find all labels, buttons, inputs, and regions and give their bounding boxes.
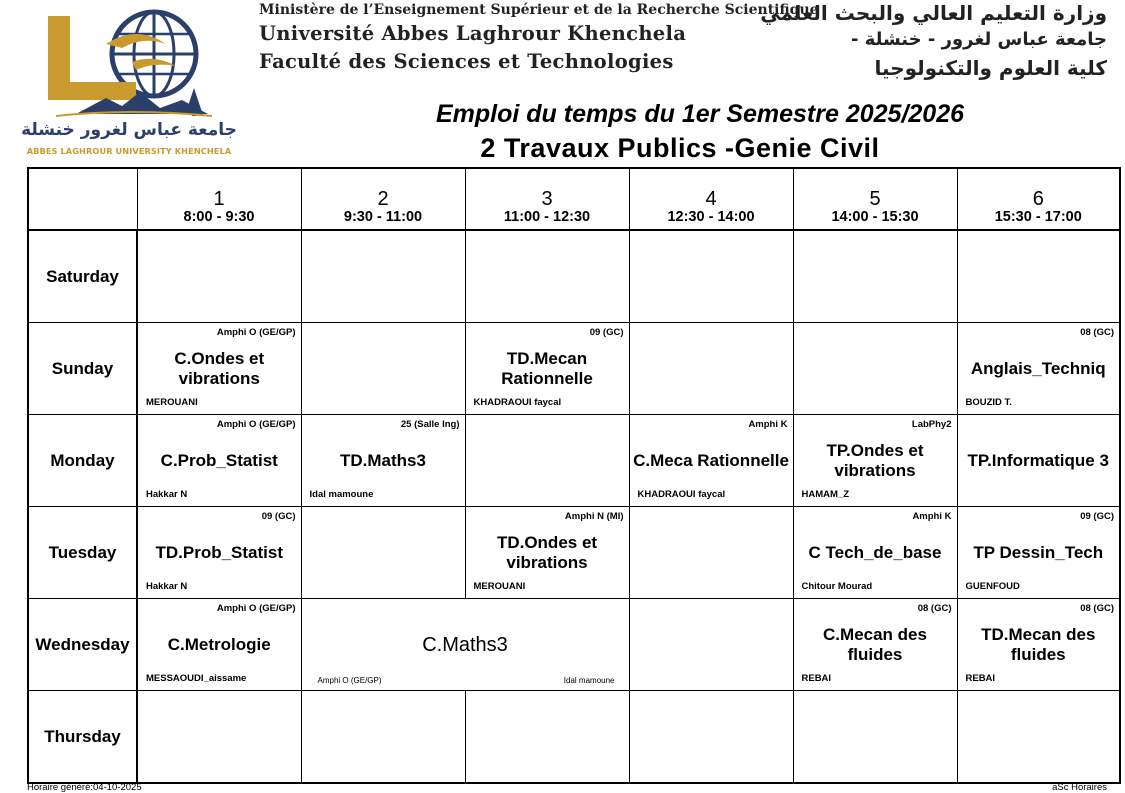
lesson-teacher: KHADRAOUI faycal: [473, 397, 562, 408]
day-row: [28, 691, 1120, 784]
lesson-teacher: GUENFOUD: [965, 581, 1020, 592]
day-row: [28, 415, 1120, 507]
lesson-teacher: HAMAM_Z: [801, 489, 849, 500]
period-header: [957, 168, 1120, 230]
period-time: 14:00 - 15:30: [831, 209, 919, 225]
page-title: Emploi du temps du 1er Semestre 2025/2026: [435, 100, 964, 128]
period-time: 12:30 - 14:00: [667, 209, 755, 225]
lesson-slot[interactable]: [629, 415, 793, 507]
logo-latin-name: ABBES LAGHROUR UNIVERSITY KHENCHELA: [26, 146, 232, 156]
lesson-teacher: Hakkar N: [146, 489, 188, 500]
ministry-fr: Ministère de l’Enseignement Supérieur et de la Recherche Scientifique: [259, 2, 819, 18]
lesson-slot[interactable]: [465, 323, 629, 415]
lesson-room: Amphi O (GE/GP): [216, 603, 296, 614]
empty-slot: [793, 230, 957, 323]
lesson-slot[interactable]: [137, 323, 301, 415]
lesson-room: Amphi K: [912, 511, 952, 522]
lesson-subject: C.Ondes et vibrations: [174, 349, 265, 388]
period-header: [465, 168, 629, 230]
lesson-teacher: MESSAOUDI_aissame: [146, 673, 247, 684]
software-credit: aSc Horaires: [1052, 782, 1107, 793]
ministry-ar: وزارة التعليم العالي والبحث العلمي: [760, 1, 1107, 25]
lesson-room: Amphi O (GE/GP): [216, 419, 296, 430]
lesson-subject: TP.Ondes et vibrations: [826, 441, 924, 480]
lesson-slot[interactable]: [301, 415, 465, 507]
lesson-subject: TD.Ondes et vibrations: [496, 533, 598, 572]
lesson-subject: C.Meca Rationnelle: [633, 451, 789, 470]
day-name: Wednesday: [28, 599, 137, 691]
lesson-slot[interactable]: [957, 323, 1120, 415]
empty-slot: [629, 599, 793, 691]
lesson-teacher: MEROUANI: [473, 581, 526, 592]
lesson-teacher: REBAI: [801, 673, 832, 684]
day-row: [28, 599, 1120, 691]
lesson-room: 25 (Salle Ing): [400, 419, 460, 430]
lesson-teacher: REBAI: [965, 673, 996, 684]
lesson-room: Amphi O (GE/GP): [216, 327, 296, 338]
lesson-subject: C.Prob_Statist: [160, 451, 278, 470]
lesson-slot[interactable]: [957, 507, 1120, 599]
empty-slot: [137, 230, 301, 323]
lesson-subject: TD.Mecan des fluides: [981, 625, 1096, 664]
lesson-teacher: Hakkar N: [146, 581, 188, 592]
lesson-subject: TP.Informatique 3: [967, 451, 1109, 470]
day-name: Saturday: [28, 230, 137, 323]
university-ar: جامعة عباس لغرور - خنشلة -: [850, 29, 1107, 50]
day-name: Thursday: [28, 691, 137, 784]
empty-slot: [793, 323, 957, 415]
lesson-slot[interactable]: [137, 415, 301, 507]
lesson-room: 09 (GC): [589, 327, 624, 338]
lesson-teacher: Idal mamoune: [309, 489, 374, 500]
period-time: 15:30 - 17:00: [994, 209, 1082, 225]
lesson-room: 08 (GC): [917, 603, 952, 614]
empty-slot: [465, 691, 629, 784]
empty-slot: [301, 323, 465, 415]
lesson-teacher: KHADRAOUI faycal: [637, 489, 726, 500]
lesson-room: Amphi K: [748, 419, 788, 430]
lesson-subject: Anglais_Techniq: [970, 359, 1106, 378]
lesson-teacher: Chitour Mourad: [801, 581, 873, 592]
lesson-room: Amphi O (GE/GP): [317, 676, 382, 685]
logo-arabic-name: جامعة عباس لغرور خنشلة: [21, 120, 237, 140]
page-subtitle: 2 Travaux Publics -Genie Civil: [480, 133, 880, 163]
empty-slot: [957, 691, 1120, 784]
day-row: [28, 230, 1120, 323]
day-name: Tuesday: [28, 507, 137, 599]
empty-slot: [957, 230, 1120, 323]
logo-emblem-icon: [36, 4, 226, 122]
period-number: 5: [869, 188, 881, 210]
empty-slot: [629, 323, 793, 415]
lesson-room: 09 (GC): [1080, 511, 1114, 522]
lesson-slot[interactable]: [793, 507, 957, 599]
period-number: 3: [541, 188, 553, 210]
period-header: [793, 168, 957, 230]
day-row: [28, 507, 1120, 599]
lesson-room: Amphi N (MI): [564, 511, 624, 522]
lesson-slot[interactable]: [465, 507, 629, 599]
period-number: 4: [705, 188, 717, 210]
lesson-teacher: Idal mamoune: [563, 676, 615, 685]
day-row: [28, 323, 1120, 415]
lesson-slot[interactable]: [957, 599, 1120, 691]
period-number: 1: [213, 188, 225, 210]
period-time: 8:00 - 9:30: [183, 209, 255, 225]
empty-slot: [629, 691, 793, 784]
lesson-slot[interactable]: [137, 507, 301, 599]
empty-slot: [301, 691, 465, 784]
period-time: 9:30 - 11:00: [343, 209, 423, 225]
lesson-teacher: BOUZID T.: [965, 397, 1012, 408]
timetable: [27, 167, 1121, 784]
lesson-room: 09 (GC): [261, 511, 296, 522]
lesson-slot[interactable]: [793, 599, 957, 691]
lesson-subject: C Tech_de_base: [808, 543, 942, 562]
lesson-subject: TD.Mecan Rationnelle: [501, 349, 593, 388]
empty-slot: [465, 230, 629, 323]
lesson-room: 08 (GC): [1080, 327, 1114, 338]
empty-slot: [793, 691, 957, 784]
generated-date: Horaire généré:04-10-2025: [27, 782, 142, 793]
lesson-slot[interactable]: [137, 599, 301, 691]
period-number: 2: [377, 188, 389, 210]
period-header-row: [28, 168, 1120, 230]
header-french: [259, 0, 819, 76]
period-header: [629, 168, 793, 230]
lesson-subject: C.Metrologie: [167, 635, 271, 654]
lesson-teacher: MEROUANI: [146, 397, 198, 408]
lesson-slot[interactable]: [957, 415, 1120, 507]
period-header: [137, 168, 301, 230]
empty-slot: [465, 415, 629, 507]
lesson-subject: TP Dessin_Tech: [973, 543, 1104, 562]
day-name: Sunday: [28, 323, 137, 415]
lesson-slot[interactable]: [793, 415, 957, 507]
empty-slot: [137, 691, 301, 784]
lesson-subject: C.Mecan des fluides: [823, 625, 927, 664]
period-header: [301, 168, 465, 230]
empty-slot: [629, 230, 793, 323]
university-fr: Université Abbes Laghrour Khenchela: [259, 22, 687, 45]
faculty-ar: كلية العلوم والتكنولوجيا: [874, 56, 1107, 80]
lesson-slot[interactable]: [301, 599, 629, 691]
lesson-subject: TD.Prob_Statist: [155, 543, 284, 562]
corner-cell: [28, 168, 137, 230]
empty-slot: [301, 507, 465, 599]
header-arabic: [760, 0, 1107, 82]
lesson-room: 08 (GC): [1080, 603, 1114, 614]
faculty-fr: Faculté des Sciences et Technologies: [259, 50, 674, 73]
empty-slot: [629, 507, 793, 599]
period-number: 6: [1032, 188, 1044, 210]
empty-slot: [301, 230, 465, 323]
lesson-room: LabPhy2: [911, 419, 952, 430]
lesson-subject: C.Maths3: [422, 634, 508, 656]
day-name: Monday: [28, 415, 137, 507]
university-logo: [14, 4, 244, 156]
period-time: 11:00 - 12:30: [503, 209, 591, 225]
lesson-subject: TD.Maths3: [340, 451, 426, 470]
